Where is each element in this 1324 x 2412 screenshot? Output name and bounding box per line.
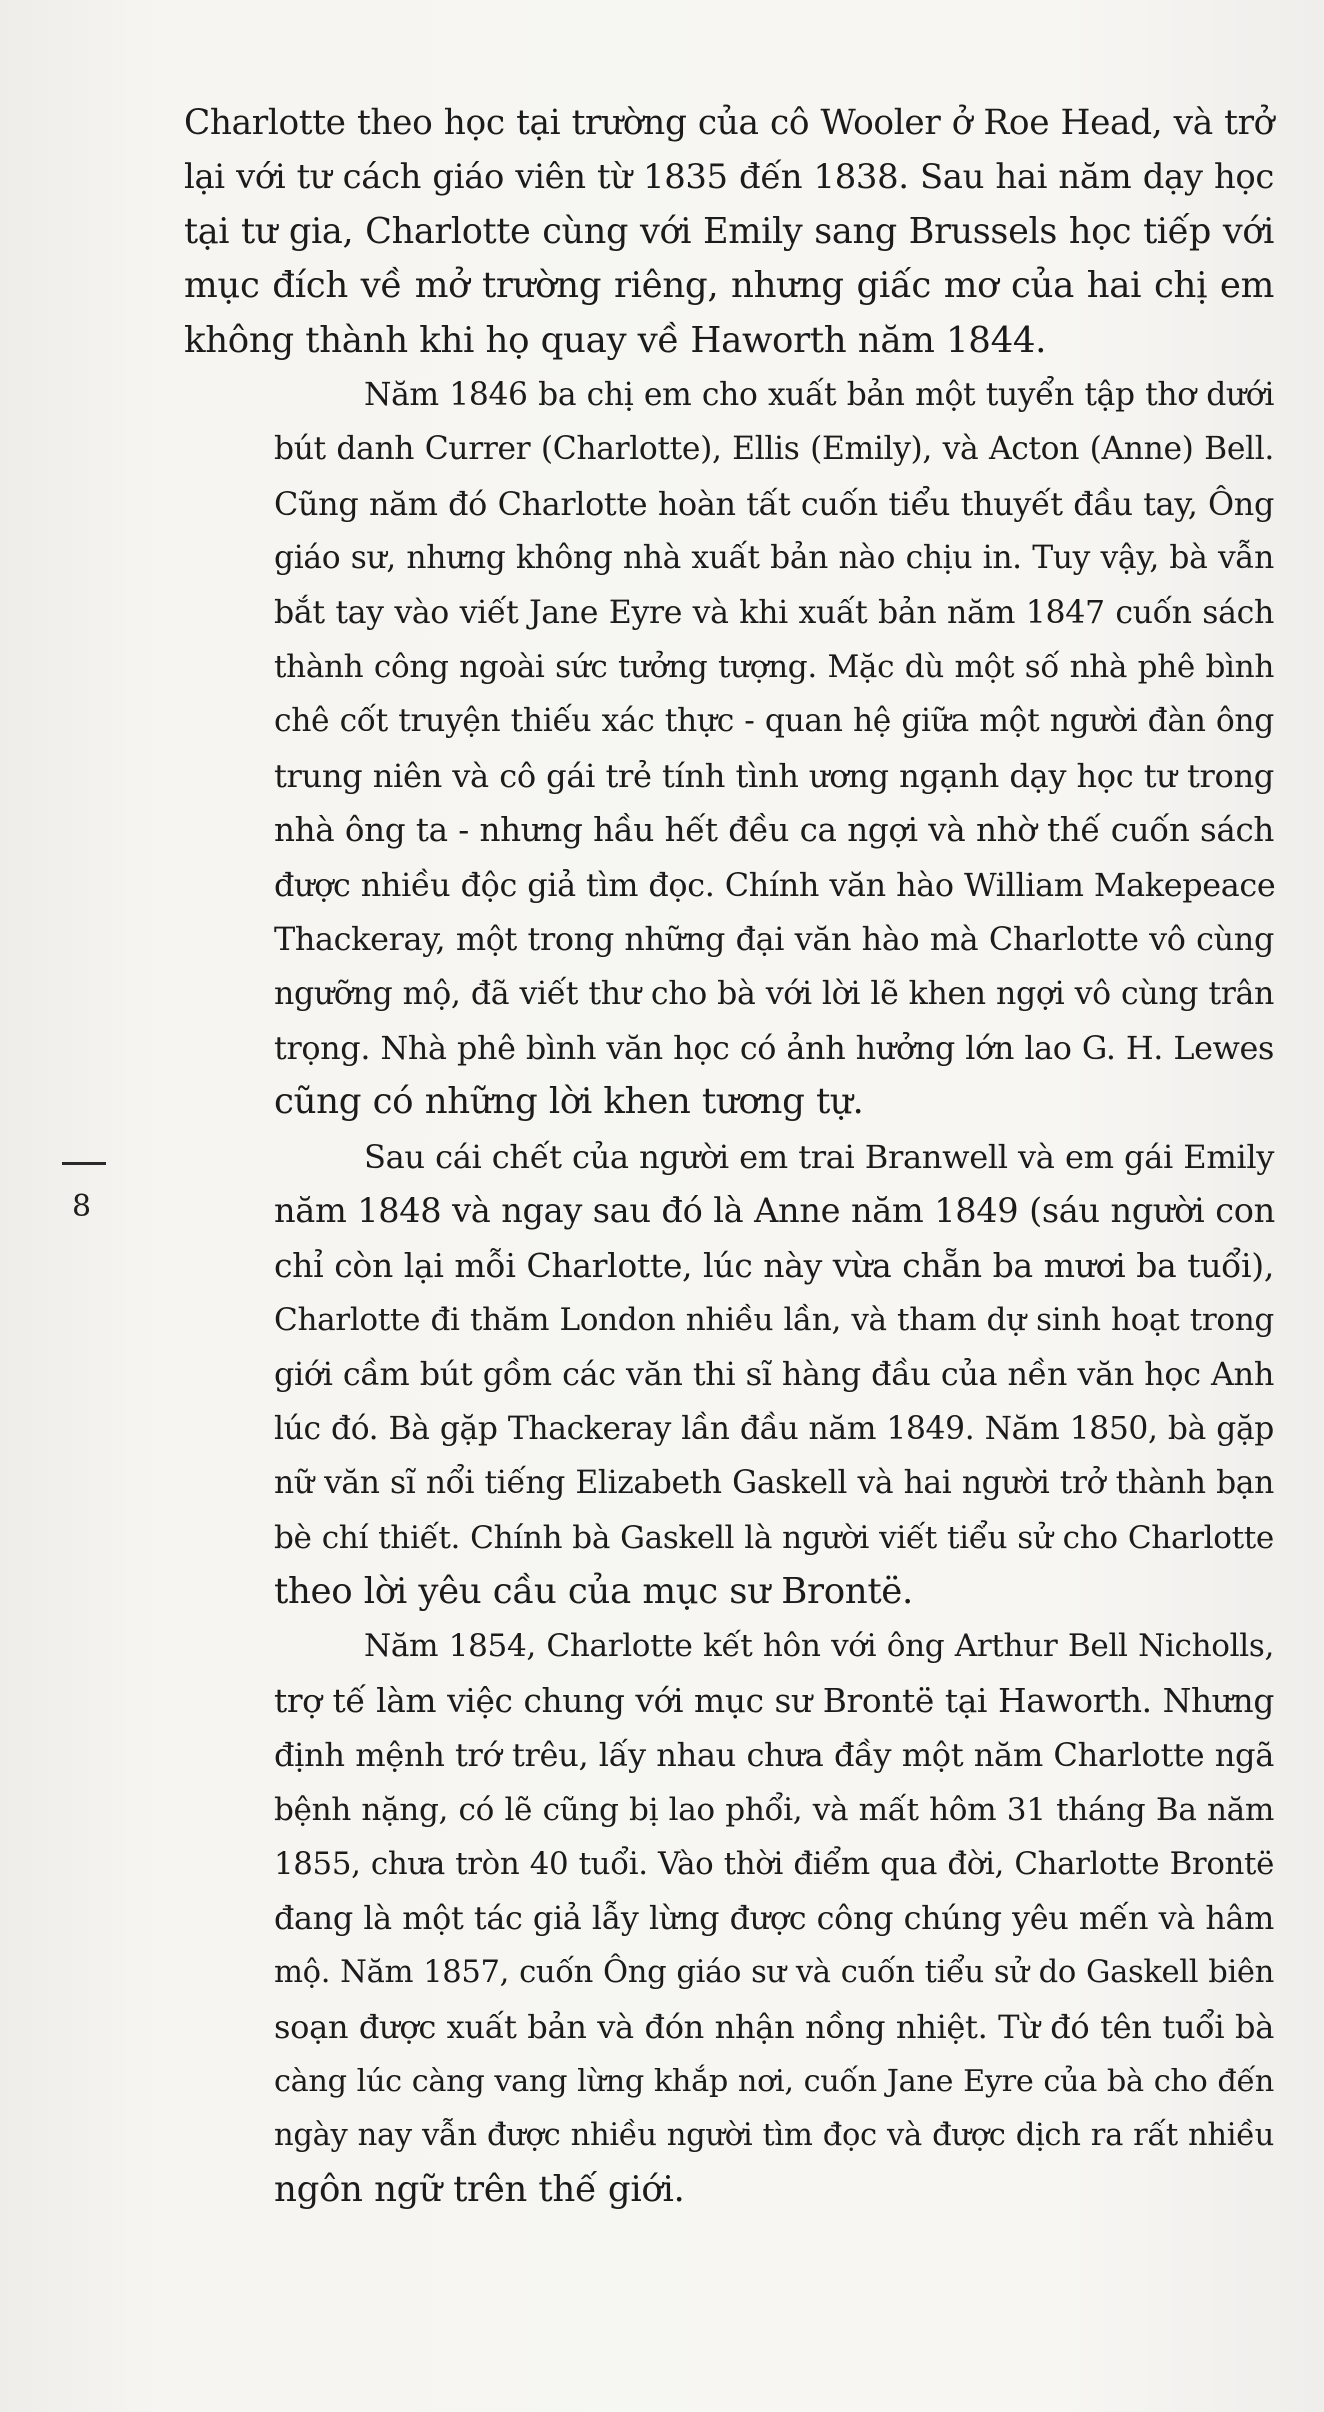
text-line: soạn được xuất bản và đón nhận nồng nhiệt. Từ đó tên tuổi bà [274, 2008, 1274, 2047]
paragraph-2 [184, 368, 1274, 1130]
text-line: được nhiều độc giả tìm đọc. Chính văn hào William Makepeace [274, 865, 1276, 904]
text-line: không thành khi họ quay về Haworth năm 1844. [184, 319, 1047, 361]
text-line: theo lời yêu cầu của mục sư Brontë. [274, 1570, 913, 1612]
text-line: ngôn ngữ trên thế giới. [274, 2169, 685, 2211]
text-line: Thackeray, một trong những đại văn hào mà Charlotte vô cùng [274, 920, 1274, 959]
text-line: lại với tư cách giáo viên từ 1835 đến 1838. Sau hai năm dạy học [184, 157, 1274, 197]
text-line: bè chí thiết. Chính bà Gaskell là người viết tiểu sử cho Charlotte [274, 1519, 1274, 1556]
text-line: giới cầm bút gồm các văn thi sĩ hàng đầu của nền văn học Anh [274, 1355, 1274, 1394]
text-line: cũng có những lời khen tương tự. [274, 1081, 864, 1123]
paragraph-1 [184, 96, 1274, 368]
text-line: chê cốt truyện thiếu xác thực - quan hệ giữa một người đàn ông [274, 703, 1274, 740]
text-line: trọng. Nhà phê bình văn học có ảnh hưởng lớn lao G. H. Lewes [274, 1028, 1275, 1067]
text-line: nữ văn sĩ nổi tiếng Elizabeth Gaskell và hai người trở thành bạn [274, 1465, 1274, 1502]
text-line: Charlotte theo học tại trường của cô Wooler ở Roe Head, và trở [184, 103, 1274, 143]
text-line: ngày nay vẫn được nhiều người tìm đọc và được dịch ra rất nhiều [274, 2118, 1274, 2154]
text-line: ngưỡng mộ, đã viết thư cho bà với lời lẽ khen ngợi vô cùng trân [274, 975, 1274, 1012]
text-line: giáo sư, nhưng không nhà xuất bản nào chịu in. Tuy vậy, bà vẫn [274, 540, 1274, 577]
text-line: chỉ còn lại mỗi Charlotte, lúc này vừa chẵn ba mươi ba tuổi), [274, 1245, 1274, 1285]
text-line: càng lúc càng vang lừng khắp nơi, cuốn Jane Eyre của bà cho đến [274, 2063, 1274, 2099]
text-line: lúc đó. Bà gặp Thackeray lần đầu năm 1849. Năm 1850, bà gặp [274, 1410, 1274, 1447]
paragraph-3 [184, 1130, 1274, 1620]
text-line: mục đích về mở trường riêng, nhưng giấc mơ của hai chị em [184, 265, 1274, 307]
text-line: đang là một tác giả lẫy lừng được công chúng yêu mến và hâm [274, 1899, 1274, 1938]
paragraph-4 [184, 1619, 1274, 2217]
text-line: mộ. Năm 1857, cuốn Ông giáo sư và cuốn tiểu sử do Gaskell biên [274, 1954, 1274, 1990]
text-line: 1855, chưa tròn 40 tuổi. Vào thời điểm qua đời, Charlotte Brontë [274, 1846, 1274, 1882]
page-number: 8 [72, 1189, 92, 1224]
text-line: định mệnh trớ trêu, lấy nhau chưa đầy một năm Charlotte ngã [274, 1736, 1274, 1775]
text-line: nhà ông ta - nhưng hầu hết đều ca ngợi và nhờ thế cuốn sách [274, 811, 1274, 850]
page-number-rule [62, 1162, 106, 1165]
text-line: Năm 1846 ba chị em cho xuất bản một tuyển tập thơ dưới [364, 377, 1274, 414]
text-line: Sau cái chết của người em trai Branwell và em gái Emily [364, 1137, 1274, 1176]
text-line: tại tư gia, Charlotte cùng với Emily sang Brussels học tiếp với [184, 210, 1274, 252]
text-line: trung niên và cô gái trẻ tính tình ương ngạnh dạy học tư trong [274, 756, 1274, 795]
text-line: bút danh Currer (Charlotte), Ellis (Emily), và Acton (Anne) Bell. [274, 431, 1274, 468]
text-line: bệnh nặng, có lẽ cũng bị lao phổi, và mất hôm 31 tháng Ba năm [274, 1791, 1274, 1828]
text-line: Năm 1854, Charlotte kết hôn với ông Arthur Bell Nicholls, [364, 1628, 1274, 1665]
text-line: thành công ngoài sức tưởng tượng. Mặc dù một số nhà phê bình [274, 649, 1274, 686]
text-line: Cũng năm đó Charlotte hoàn tất cuốn tiểu thuyết đầu tay, Ông [274, 484, 1274, 523]
text-line: năm 1848 và ngay sau đó là Anne năm 1849 (sáu người con [274, 1191, 1275, 1231]
text-line: trợ tế làm việc chung với mục sư Brontë tại Haworth. Nhưng [274, 1681, 1274, 1720]
body-text [184, 96, 1274, 2218]
text-line: bắt tay vào viết Jane Eyre và khi xuất bản năm 1847 cuốn sách [274, 594, 1274, 631]
text-line: Charlotte đi thăm London nhiều lần, và tham dự sinh hoạt trong [274, 1301, 1274, 1338]
